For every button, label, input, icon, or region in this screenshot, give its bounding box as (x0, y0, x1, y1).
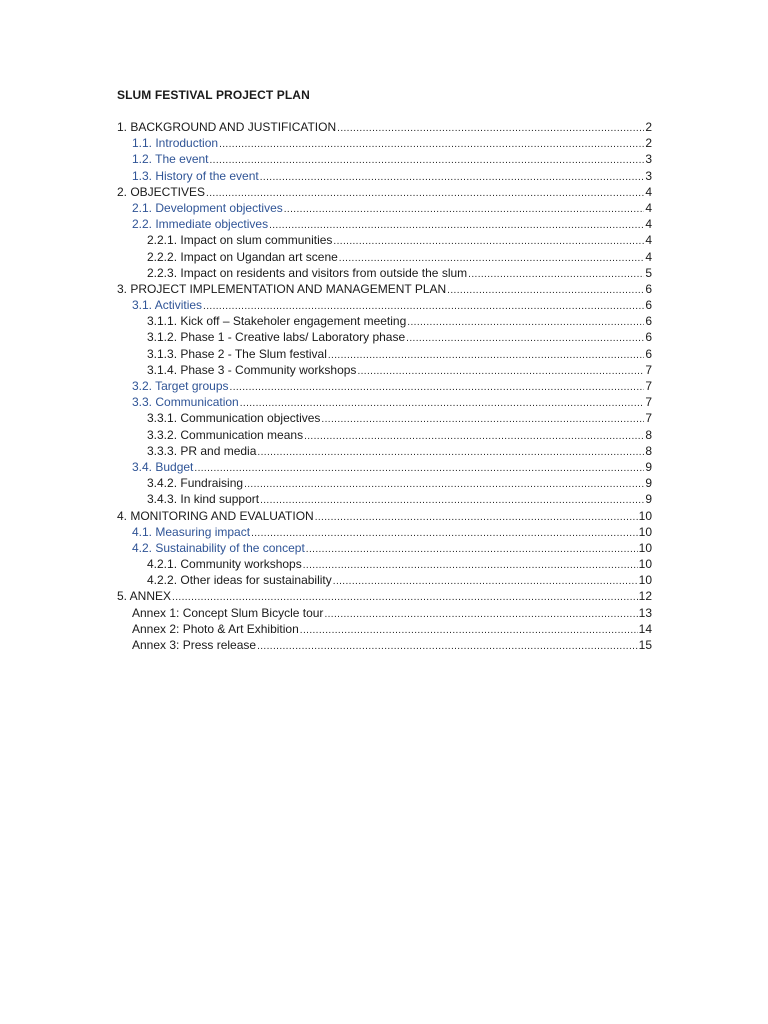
toc-entry[interactable] (0, 216, 652, 232)
toc-page-number: 10 (638, 540, 652, 555)
toc-entry[interactable] (0, 378, 652, 394)
toc-entry-title[interactable]: 4. MONITORING AND EVALUATION (117, 508, 314, 523)
toc-entry[interactable] (0, 621, 652, 637)
toc-entry[interactable] (0, 459, 652, 475)
toc-dot-leader (257, 639, 638, 655)
toc-entry-title[interactable]: 3.1.4. Phase 3 - Community workshops (147, 362, 357, 377)
toc-entry[interactable] (0, 491, 652, 507)
toc-entry[interactable] (0, 151, 652, 167)
toc-page-number: 10 (638, 524, 652, 539)
toc-page-number: 6 (645, 330, 652, 345)
toc-entry[interactable] (0, 281, 652, 297)
toc-entry[interactable] (0, 427, 652, 443)
toc-entry[interactable] (0, 329, 652, 345)
toc-page-number: 9 (645, 459, 652, 474)
toc-page-number: 4 (645, 249, 652, 264)
toc-entry-title[interactable]: 1.3. History of the event (132, 168, 259, 183)
toc-page-number: 4 (645, 200, 652, 215)
toc-page-number: 13 (638, 605, 652, 620)
toc-entry[interactable] (0, 394, 652, 410)
toc-entry[interactable] (0, 346, 652, 362)
toc-entry-title[interactable]: 2.2.2. Impact on Ugandan art scene (147, 249, 338, 264)
toc-entry[interactable] (0, 556, 652, 572)
toc-entry[interactable] (0, 524, 652, 540)
toc-page-number: 7 (645, 379, 652, 393)
toc-page-number: 4 (645, 233, 652, 248)
toc-entry-title[interactable]: 3.1.3. Phase 2 - The Slum festival (147, 346, 327, 361)
toc-entry[interactable] (0, 588, 652, 604)
toc-entry[interactable] (0, 200, 652, 216)
toc-entry[interactable] (0, 168, 652, 184)
toc-entry[interactable] (0, 232, 652, 248)
toc-entry[interactable] (0, 572, 652, 588)
table-of-contents (0, 119, 768, 653)
toc-page-number: 8 (645, 427, 652, 442)
toc-entry-title[interactable]: Annex 2: Photo & Art Exhibition (132, 621, 299, 636)
toc-entry-title[interactable]: 1.2. The event (132, 152, 209, 167)
toc-page-number: 9 (645, 492, 652, 507)
toc-page-number: 2 (645, 120, 652, 134)
toc-entry-title[interactable]: 3. PROJECT IMPLEMENTATION AND MANAGEMENT PLAN (117, 281, 447, 296)
toc-entry[interactable] (0, 443, 652, 459)
toc-page-number: 3 (645, 168, 652, 183)
toc-entry-title[interactable]: 3.1.1. Kick off – Stakeholer engagement meeting (147, 314, 407, 329)
toc-page-number: 10 (638, 508, 652, 523)
toc-page-number: 4 (645, 217, 652, 232)
toc-entry-title[interactable]: Annex 3: Press release (132, 638, 257, 652)
toc-entry[interactable] (0, 475, 652, 491)
toc-page-number: 9 (645, 476, 652, 491)
document-title: SLUM FESTIVAL PROJECT PLAN (117, 88, 310, 102)
toc-page-number: 12 (638, 589, 652, 604)
toc-entry-title[interactable]: 3.4. Budget (132, 459, 194, 474)
toc-entry-title[interactable]: 4.2.1. Community workshops (147, 557, 302, 572)
toc-entry-title[interactable]: 3.1.2. Phase 1 - Creative labs/ Laboratory phase (147, 330, 406, 345)
toc-entry[interactable] (0, 410, 652, 426)
toc-entry-title[interactable]: 1.1. Introduction (132, 136, 219, 151)
toc-entry[interactable] (0, 184, 652, 200)
toc-entry[interactable] (0, 249, 652, 265)
toc-entry-title[interactable]: 3.3.1. Communication objectives (147, 411, 321, 426)
toc-entry-title[interactable]: 3.3.2. Communication means (147, 427, 304, 442)
toc-page-number: 6 (645, 281, 652, 296)
toc-entry[interactable] (0, 313, 652, 329)
toc-entry-title[interactable]: 3.1. Activities (132, 298, 203, 313)
toc-entry-title[interactable]: 4.2. Sustainability of the concept (132, 540, 305, 555)
toc-page-number: 6 (645, 346, 652, 361)
toc-page-number: 6 (645, 298, 652, 313)
toc-page-number: 4 (645, 184, 652, 199)
toc-entry-title[interactable]: 3.2. Target groups (132, 379, 229, 393)
toc-entry[interactable] (0, 297, 652, 313)
toc-entry-title[interactable]: 2.1. Development objectives (132, 200, 283, 215)
toc-entry[interactable] (0, 605, 652, 621)
toc-page-number: 2 (645, 136, 652, 151)
toc-entry[interactable] (0, 637, 652, 653)
toc-entry[interactable] (0, 540, 652, 556)
toc-page-number: 15 (638, 638, 652, 652)
toc-entry-title[interactable]: 3.4.2. Fundraising (147, 476, 244, 491)
toc-page-number: 6 (645, 314, 652, 329)
toc-page-number: 7 (645, 362, 652, 377)
toc-entry-title[interactable]: 4.1. Measuring impact (132, 524, 251, 539)
toc-page-number: 5 (645, 265, 652, 280)
toc-entry-title[interactable]: 2.2.1. Impact on slum communities (147, 233, 333, 248)
toc-entry-title[interactable]: 2.2. Immediate objectives (132, 217, 269, 232)
toc-page-number: 10 (638, 573, 652, 588)
toc-entry[interactable] (0, 265, 652, 281)
toc-page-number: 14 (638, 621, 652, 636)
toc-entry-title[interactable]: 3.4.3. In kind support (147, 492, 260, 507)
toc-entry-title[interactable]: 2.2.3. Impact on residents and visitors from outside the slum (147, 265, 468, 280)
toc-entry[interactable] (0, 119, 652, 135)
toc-entry[interactable] (0, 135, 652, 151)
toc-page-number: 7 (645, 395, 652, 410)
toc-page-number: 7 (645, 411, 652, 426)
toc-entry-title[interactable]: 1. BACKGROUND AND JUSTIFICATION (117, 120, 337, 134)
toc-entry[interactable] (0, 362, 652, 378)
toc-entry-title[interactable]: 3.3.3. PR and media (147, 443, 257, 458)
toc-page-number: 10 (638, 557, 652, 572)
toc-page-number: 8 (645, 443, 652, 458)
toc-entry-title[interactable]: 2. OBJECTIVES (117, 184, 206, 199)
toc-page-number: 3 (645, 152, 652, 167)
toc-entry[interactable] (0, 508, 652, 524)
toc-entry-title[interactable]: 4.2.2. Other ideas for sustainability (147, 573, 332, 588)
toc-entry-title[interactable]: 5. ANNEX (117, 589, 172, 604)
toc-entry-title[interactable]: 3.3. Communication (132, 395, 239, 410)
toc-entry-title[interactable]: Annex 1: Concept Slum Bicycle tour (132, 605, 324, 620)
